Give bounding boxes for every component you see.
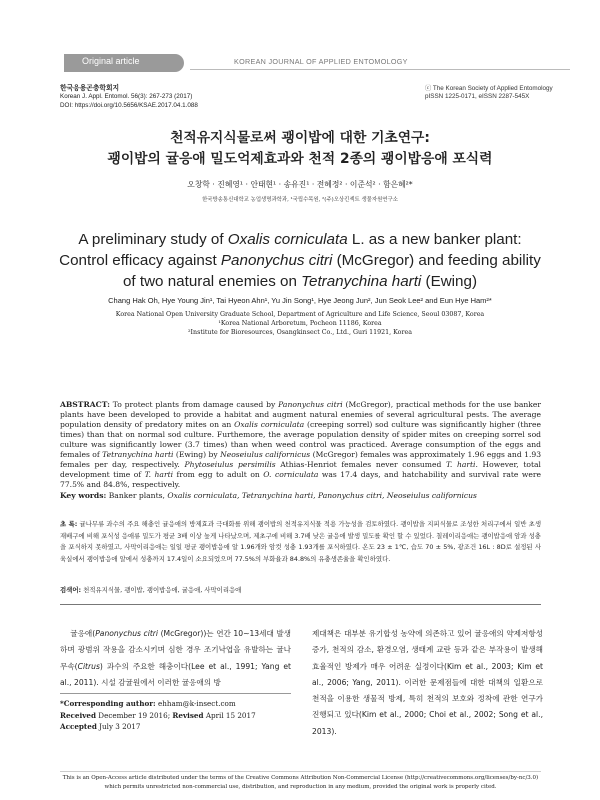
- english-title-line-2: [45, 250, 555, 271]
- title-text: (McGregor) and feeding ability: [332, 252, 541, 269]
- footnote-divider: [60, 693, 291, 694]
- korean-keywords-label: 검색어:: [60, 586, 82, 594]
- korean-abstract-label: 초 록:: [60, 520, 78, 528]
- title-text: L. as a new banker plant:: [347, 231, 522, 248]
- received-label: Received: [60, 710, 97, 720]
- body-species: Citrus: [77, 661, 100, 671]
- abstract-text: . However, total development time of: [60, 459, 541, 479]
- affiliation: ¹Korea National Arboretum, Pocheon 11186, Korea: [218, 320, 382, 328]
- section-divider: [60, 604, 541, 605]
- english-title-line-1: [45, 229, 555, 250]
- license-notice: This is an Open-Access article distributed under the terms of the Creative Commons Attribution Non-Commercial License (http://creativecommons.org/licenses/by-nc/3.0) which permits unrestricted non-commercial use, distribution, and reproduction in any medium, provided the original work is properly cited.: [60, 771, 541, 791]
- korean-abstract: [60, 519, 541, 565]
- korean-title-line-2: 괭이밥의 귤응애 밀도억제효과와 천적 2종의 괭이밥응애 포식력: [107, 151, 493, 167]
- title-species: Tetranychina harti: [301, 273, 422, 290]
- korean-authors: 오창학 · 진혜영¹ · 안태현¹ · 송유진¹ · 전혜정² · 이준석² · 함은혜²*: [187, 180, 413, 189]
- korean-abstract-text: 귤나무류 과수의 주요 해충인 귤응애의 방제효과 극대화를 위해 괭이밥의 천적유지식물 적용 가능성을 검토하였다. 괭이밥을 지피식물로 조성한 처리구에서 일반 초생재배구에 비해 포식성 응애류 밀도가 평균 3배 이상 높게 나타났으며, 제초구에 비해 3.7배 낮은 귤응애 발생 밀도를 확인 할 수 있었다. 칠레이리응애는 괭이밥응애 암과 성충을 포식하지 못하였고, 사막이리응애는 일일 평균 괭이밥응애 알 1.96개와 암컷 성충 1.93개를 포식하였다. 온도 23 ± 1℃, 습도 70 ± 5%, 광조건 16L : 8D로 설정된 사육실에서 괭이밥응애 알에서 성충까지 17.4일이 소요되었으며 77.5%의 부화율과 84.8%의 유충생존율을 확인하였다.: [60, 520, 541, 563]
- english-keywords: [60, 491, 541, 500]
- revised-date: April 15 2017: [203, 710, 256, 720]
- accepted-date: July 3 2017: [96, 722, 141, 731]
- title-species: Oxalis corniculata: [227, 231, 348, 248]
- abstract-species: Neoseiulus californicus: [220, 449, 311, 459]
- abstract-text: To protect plants from damage caused by: [109, 400, 279, 409]
- received-revised: [60, 710, 256, 722]
- abstract-species: T. harti: [144, 469, 174, 479]
- title-text: Control efficacy against: [59, 252, 221, 269]
- korean-keywords-text: 천적유지식물, 괭이밥, 괭이밥응애, 귤응애, 사막이리응애: [81, 586, 242, 594]
- body-column-right: 제대책은 대부분 유기합성 농약에 의존하고 있어 귤응애의 약제저항성 증가, 천적의 감소, 환경오염, 생태계 교란 등과 같은 부작용이 발생해 효율적인 방제가 매우 어려운 실정이다(Kim et al., 2003; Kim et al., 2006; Yang, 2011). 이러한 문제점들에 대한 대책의 일환으로 천적을 이용한 생물적 방제, 특히 천적의 보호와 정착에 관한 연구가 진행되고 있다(Kim et al., 2000; Choi et al., 2002; Song et al., 2013).: [312, 629, 543, 736]
- corr-label: *Corresponding author:: [60, 699, 156, 708]
- copyright-block: [425, 85, 553, 102]
- english-title: [45, 229, 555, 292]
- abstract-text: from egg to adult on: [173, 469, 264, 479]
- received-date: December 19 2016;: [96, 710, 173, 720]
- abstract-species: Phytoseiulus persimilis: [184, 459, 276, 469]
- article-type-label: Original article: [82, 56, 140, 66]
- copyright: ⓒ The Korean Society of Applied Entomology: [425, 85, 553, 92]
- title-text: A preliminary study of: [78, 231, 228, 248]
- issn: pISSN 1225-0171, eISSN 2287-545X: [425, 93, 530, 101]
- title-species: Panonychus citri: [220, 252, 333, 269]
- abstract-species: Oxalis corniculata: [234, 419, 305, 429]
- revised-label: Revised: [172, 710, 204, 720]
- abstract-species: Panonychus citri: [278, 400, 343, 409]
- korean-journal-name: 한국응용곤충학회지: [60, 85, 120, 92]
- accepted: [60, 721, 256, 733]
- affiliation: Korea National Open University Graduate School, Department of Agriculture and Life Science, Seoul 03087, Korea: [115, 311, 485, 318]
- affiliation: ²Institute for Bioresources, Osangkinsect Co., Ltd., Guri 11921, Korea: [188, 329, 412, 337]
- accepted-label: Accepted: [60, 722, 97, 731]
- abstract-text: (McGregor) females was approximately 1.96 eggs and 1.93 females per day, respectively.: [60, 449, 542, 469]
- english-abstract: [60, 400, 541, 490]
- abstract-species: O. corniculata: [263, 469, 319, 479]
- article-type-tab: [64, 54, 184, 72]
- title-text: (Ewing): [421, 273, 477, 290]
- doi: DOI: https://doi.org/10.5656/KSAE.2017.04.1.088: [60, 101, 198, 109]
- korean-title: [60, 128, 540, 170]
- korean-affiliations: 한국방송통신대학교 농업생명과학과, ¹국립수목원, ²(주)오상킨섹트 생물자원연구소: [202, 197, 398, 203]
- body-text: ) 과수의 주요한 해충이다(Lee et al., 1991; Yang et al., 2011). 시설 감귤원에서 이러한 귤응애의 방: [60, 661, 291, 687]
- citation: Korean J. Appl. Entomol. 56(3): 267-273 (2017): [60, 93, 193, 101]
- english-affiliations: [60, 310, 540, 338]
- english-title-line-3: [45, 271, 555, 292]
- corresponding-author: [60, 698, 256, 710]
- body-column-left: [60, 626, 291, 691]
- abstract-text: (creeping sorrel) sod culture was significantly higher (three times) than that on normal sod culture. Furthemore, the average population density of spider mites on creeping sorrel sod culture was significantly lower (3.7 times) than when weed control was practiced. Average consumption of the eggs and females of: [60, 419, 541, 459]
- corr-email[interactable]: ehham@k-insect.com: [155, 699, 236, 708]
- journal-running-header: KOREAN JOURNAL OF APPLIED ENTOMOLOGY: [234, 57, 408, 66]
- body-text: (McGregor))는 연간 10~13세대 발생하며 광범위 작용을 감소시키며 심한 경우 조기낙엽을 유발하는 귤나무속(: [60, 629, 292, 671]
- abstract-text: Athias-Henriot females never consumed: [275, 459, 446, 469]
- abstract-text: (Ewing) by: [173, 449, 221, 459]
- keywords-text: Banker plants,: [106, 491, 168, 500]
- abstract-species: Tetranychina harti: [102, 449, 174, 459]
- abstract-species: T. harti: [445, 459, 476, 469]
- abstract-text: was 17.4 days, and hatchability and survival rate were 77.5% and 84.8%, respectively.: [60, 469, 542, 489]
- keywords-label: Key words:: [60, 491, 107, 500]
- body-species: Panonychus citri: [95, 629, 159, 638]
- citation-block: [60, 85, 198, 110]
- english-authors: Chang Hak Oh, Hye Young Jin¹, Tai Hyeon Ahn¹, Yu Jin Song¹, Hye Jeong Jun², Jun Seok Lee² and Eun Hye Ham²*: [108, 296, 492, 305]
- abstract-label: ABSTRACT:: [60, 400, 110, 409]
- title-text: of two natural enemies on: [122, 273, 302, 290]
- keywords-species: Oxalis corniculata, Tetranychina harti, Panonychus citri, Neoseiulus californicus: [167, 491, 477, 500]
- korean-title-line-1: 천적유지식물로써 괭이밥에 대한 기초연구:: [170, 130, 430, 146]
- header-divider: [190, 69, 570, 70]
- abstract-text: (McGregor), practical methods for the use banker plants have been developed to provide a habitat and augment natural enemies of several agricultural pests. The average population density of predatory mites on an: [60, 400, 542, 429]
- korean-keywords: [60, 585, 241, 594]
- body-text: 귤응애(: [70, 629, 96, 638]
- footnote: [60, 698, 256, 733]
